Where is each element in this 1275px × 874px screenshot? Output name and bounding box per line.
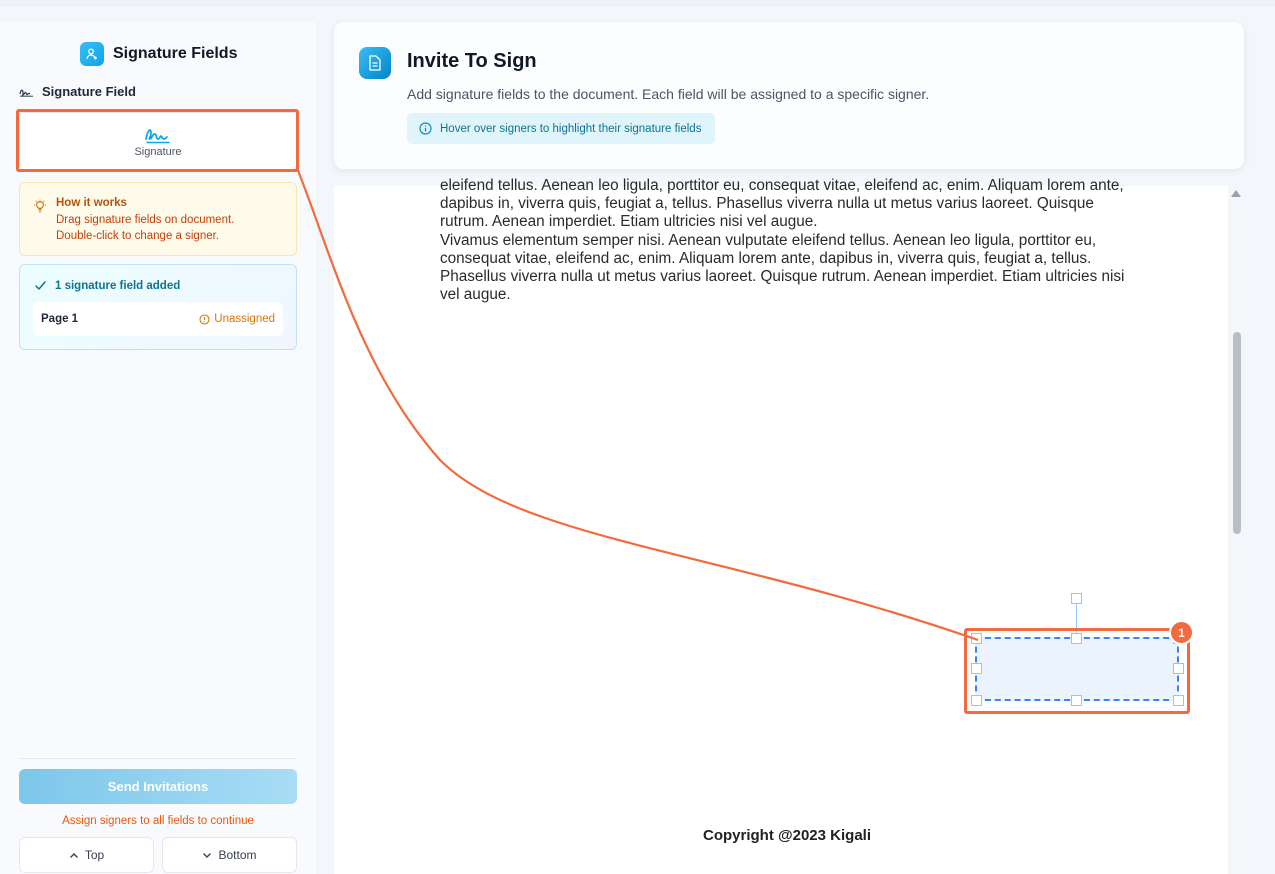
page-subtitle: Add signature fields to the document. Each field will be assigned to a specific signer.	[407, 86, 930, 102]
send-invitations-button[interactable]: Send Invitations	[19, 769, 297, 804]
field-number-badge: 1	[1169, 620, 1194, 645]
lightbulb-icon	[33, 199, 47, 213]
resize-handle-left[interactable]	[971, 663, 982, 674]
signer-hint-text: Hover over signers to highlight their signature fields	[440, 122, 702, 135]
document-paragraph-1: eleifend tellus. Aenean leo ligula, porttitor eu, consequat vitae, eleifend ac, enim. Aliquam lorem ante, dapibus in, viverra quis, feugiat a, tellus. Phasellus viverra nulla ut metus varius laoreet. Quisque rutrum. Aenean imperdiet. Etiam ultricies nisi vel augue.	[440, 177, 1124, 231]
how-it-works-line-2: Double-click to change a signer.	[56, 230, 220, 242]
document-body	[440, 177, 1130, 304]
fields-added-title: 1 signature field added	[55, 280, 181, 292]
rotate-handle[interactable]	[1071, 593, 1082, 604]
signature-icon	[144, 124, 172, 144]
field-row-status-text: Unassigned	[214, 313, 275, 325]
sidebar	[0, 22, 318, 874]
sidebar-title	[80, 42, 237, 66]
invite-header-card	[334, 22, 1244, 169]
resize-handle-bottom-right[interactable]	[1173, 695, 1184, 706]
fields-added-card	[19, 264, 297, 350]
signature-field-draggable[interactable]	[19, 112, 297, 170]
section-heading-text: Signature Field	[42, 84, 136, 99]
section-heading	[19, 84, 136, 99]
info-icon	[419, 122, 432, 135]
placed-signature-field[interactable]	[975, 637, 1179, 701]
scrollbar-thumb[interactable]	[1233, 332, 1241, 534]
document-footer: Copyright @2023 Kigali	[703, 827, 871, 844]
field-row-page-1[interactable]	[33, 302, 283, 336]
document-viewer[interactable]	[334, 177, 1245, 874]
document-icon	[359, 47, 391, 79]
rotate-handle-stem	[1076, 604, 1077, 635]
how-it-works-card	[19, 182, 297, 256]
scroll-top-button[interactable]	[19, 837, 154, 873]
chevron-up-icon	[69, 852, 79, 859]
sidebar-divider	[19, 758, 297, 759]
page-title: Invite To Sign	[407, 50, 537, 72]
resize-handle-top-left[interactable]	[971, 633, 982, 644]
how-it-works-line-1: Drag signature fields on document.	[56, 214, 235, 226]
scroll-bottom-button[interactable]	[162, 837, 297, 873]
resize-handle-right[interactable]	[1173, 663, 1184, 674]
field-row-page: Page 1	[41, 313, 79, 325]
assign-signers-note: Assign signers to all fields to continue	[62, 815, 254, 827]
sidebar-title-text: Signature Fields	[113, 45, 238, 62]
document-paragraph-2: Vivamus elementum semper nisi. Aenean vulputate eleifend tellus. Aenean leo ligula, porttitor eu, consequat vitae, eleifend ac, enim. Aliquam lorem ante, dapibus in, viverra quis, feugiat a, tellus. Phasellus viverra nulla ut metus varius laoreet. Quisque rutrum. Aenean imperdiet. Etiam ultricies nisi vel augue.	[440, 231, 1125, 304]
resize-handle-top[interactable]	[1071, 633, 1082, 644]
user-plus-icon	[80, 42, 104, 66]
scroll-bottom-label: Bottom	[218, 848, 257, 862]
top-strip	[0, 0, 1275, 6]
scroll-top-label: Top	[84, 848, 105, 862]
scroll-up-arrow[interactable]	[1231, 190, 1241, 197]
resize-handle-bottom-left[interactable]	[971, 695, 982, 706]
signer-hint	[407, 113, 715, 144]
resize-handle-bottom[interactable]	[1071, 695, 1082, 706]
signature-icon	[19, 87, 34, 97]
signature-field-label: Signature	[134, 146, 182, 158]
how-it-works-title: How it works	[56, 197, 127, 209]
check-icon	[34, 279, 47, 292]
clock-icon	[199, 314, 210, 325]
chevron-down-icon	[202, 852, 212, 859]
field-row-status	[199, 313, 275, 325]
